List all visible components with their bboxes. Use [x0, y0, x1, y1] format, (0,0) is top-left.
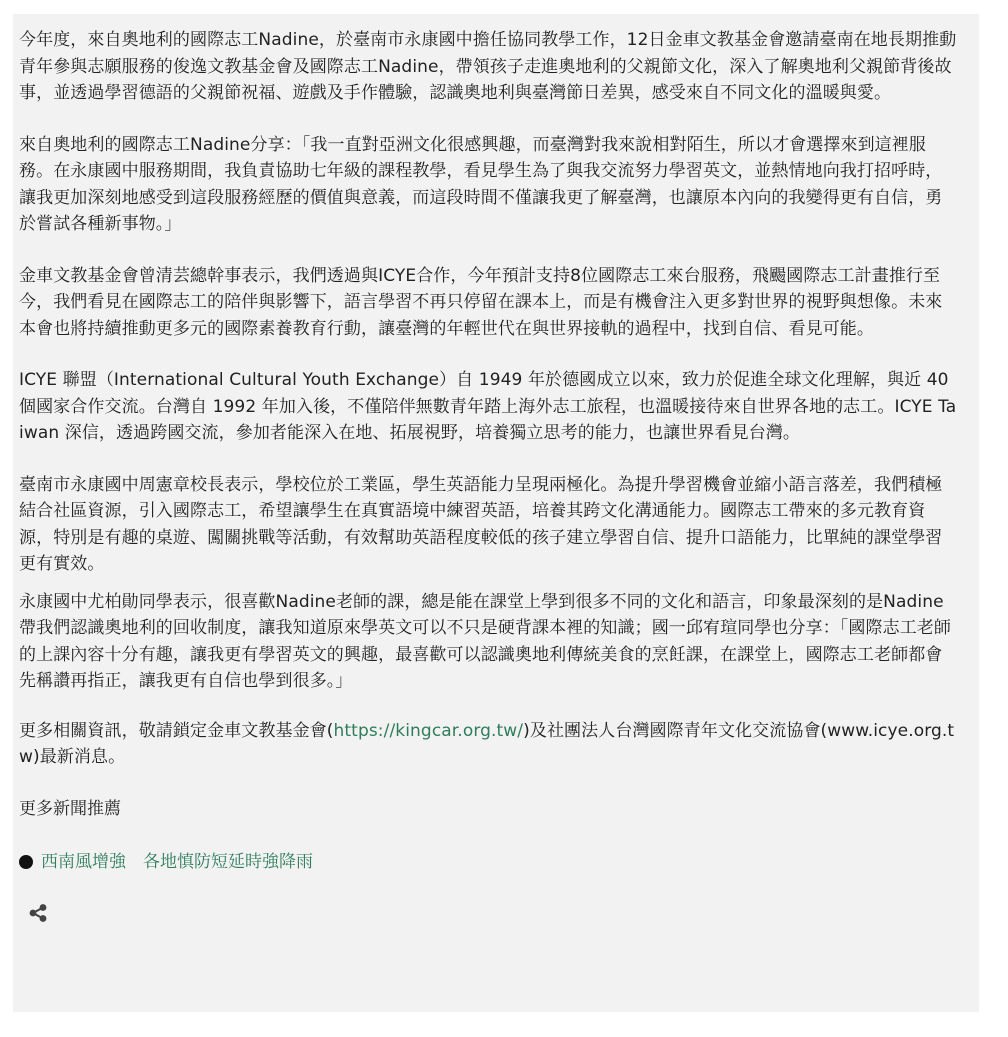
article-paragraph-6: 永康國中尤柏勛同學表示，很喜歡Nadine老師的課，總是能在課堂上學到很多不同的文化和語言，印象最深刻的是Nadine帶我們認識奧地利的回收制度，讓我知道原來學英文可以不只是硬背課本裡的知識；國一邱宥瑄同學也分享：「國際志工老師的上課內容十分有趣，讓我更有學習英文的興趣，最喜歡可以認識奧地利傳統美食的烹飪課，在課堂上，國際志工老師都會先稱讚再指正，讓我更有自信也學到很多。」	[19, 591, 951, 691]
more-news-title: 更多新聞推薦	[19, 798, 121, 819]
article-paragraph-2: 來自奧地利的國際志工Nadine分享：「我一直對亞洲文化很感興趣，而臺灣對我來說相對陌生，所以才會選擇來到這裡服務。在永康國中服務期間，我負責協助七年級的課程教學，看見學生為了與我交流努力學習英文，並熱情地向我打招呼時，讓我更加深刻地感受到這段服務經歷的價值與意義，而這段時間不僅讓我更了解臺灣，也讓原本內向的我變得更有自信，勇於嘗試各種新事物。」	[19, 134, 943, 234]
article-container	[13, 14, 979, 1012]
article-paragraph-3: 金車文教基金會曾清芸總幹事表示，我們透過與ICYE合作，今年預計支持8位國際志工來台服務，飛颺國際志工計畫推行至今，我們看見在國際志工的陪伴與影響下，語言學習不再只停留在課本上，而是有機會注入更多對世界的視野與想像。未來本會也將持續推動更多元的國際素養教育行動，讓臺灣的年輕世代在與世界接軌的過程中，找到自信、看見可能。	[19, 265, 943, 339]
article-paragraph-1: 今年度，來自奧地利的國際志工Nadine，於臺南市永康國中擔任協同教學工作，12日金車文教基金會邀請臺南在地長期推動青年參與志願服務的俊逸文教基金會及國際志工Nadine，帶領孩子走進奧地利的父親節文化，深入了解奧地利父親節背後故事，並透過學習德語的父親節祝福、遊戲及手作體驗，認識奧地利與臺灣節日差異，感受來自不同文化的溫暖與愛。	[19, 30, 957, 103]
more-news-item[interactable]	[19, 849, 957, 875]
article-paragraph-4: ICYE 聯盟（International Cultural Youth Exchange）自 1949 年於德國成立以來，致力於促進全球文化理解，與近 40 個國家合作交流。台灣自 1992 年加入後，不僅陪伴無數青年踏上海外志工旅程，也溫暖接待來自世界各地的志工。ICYE Taiwan 深信，透過跨國交流，參加者能深入在地、拓展視野，培養獨立思考的能力，也讓世界看見台灣。	[19, 370, 957, 443]
kingcar-link[interactable]: https://kingcar.org.tw/	[333, 720, 524, 741]
share-icon[interactable]	[27, 902, 49, 924]
article-paragraph-7	[19, 718, 957, 771]
article-paragraph-5: 臺南市永康國中周憲章校長表示，學校位於工業區，學生英語能力呈現兩極化。為提升學習機會並縮小語言落差，我們積極結合社區資源，引入國際志工，希望讓學生在真實語境中練習英語，培養其跨文化溝通能力。國際志工帶來的多元教育資源，特別是有趣的桌遊、闖關挑戰等活動，有效幫助英語程度較低的孩子建立學習自信、提升口語能力，比單純的課堂學習更有實效。	[19, 474, 943, 574]
more-info-suffix: )及社團法人台灣國際青年文化交流協會(www.icye.org.tw)最新消息。	[19, 720, 955, 767]
bullet-icon	[19, 855, 33, 869]
more-info-prefix: 更多相關資訊，敬請鎖定金車文教基金會(	[19, 720, 334, 741]
more-news-link[interactable]: 西南風增強 各地慎防短延時強降雨	[41, 851, 313, 872]
